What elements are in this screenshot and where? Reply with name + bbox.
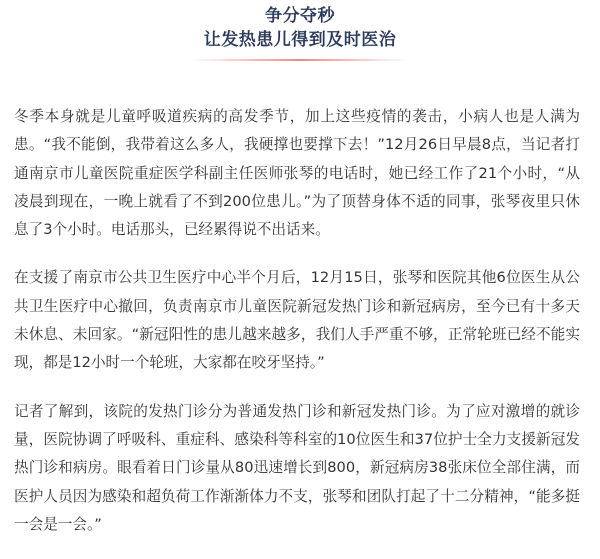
text-line: 一会是一会。” bbox=[14, 515, 102, 533]
paragraph-2 bbox=[14, 264, 580, 377]
paragraph-1 bbox=[14, 103, 580, 244]
title-line-1: 争分夺秒 bbox=[265, 6, 335, 26]
title-divider bbox=[190, 59, 410, 61]
text-line: 凌晨到现在，一晚上就看了不到200位患儿。”为了顶替身体不适的同事，张琴夜里只休 bbox=[14, 192, 580, 210]
text-line: 量，医院协调了呼吸科、重症科、感染科等科室的10位医生和37位护士全力支援新冠发 bbox=[14, 430, 580, 448]
text-line: 在支援了南京市公共卫生医疗中心半个月后，12月15日，张琴和医院其他6位医生从公 bbox=[14, 269, 580, 287]
text-line: 现，都是12小时一个轮班，大家都在咬牙坚持。” bbox=[14, 354, 325, 372]
text-line: 未休息、未回家。“新冠阳性的患儿越来越多，我们人手严重不够，正常轮班已经不能实 bbox=[14, 326, 580, 344]
paragraph-3 bbox=[14, 398, 580, 539]
text-line: 通南京市儿童医院重症医学科副主任医师张琴的电话时，她已经工作了21个小时，“从 bbox=[14, 164, 580, 182]
text-line: 热门诊和病房。眼看着日门诊量从80迅速增长到800，新冠病房38张床位全部住满，而 bbox=[14, 459, 580, 477]
article-title bbox=[0, 4, 600, 52]
text-line: 记者了解到，该院的发热门诊分为普通发热门诊和新冠发热门诊。为了应对激增的就诊 bbox=[14, 402, 580, 420]
text-line: 医护人员因为感染和超负荷工作渐渐体力不支，张琴和团队打起了十二分精神，“能多挺 bbox=[14, 487, 580, 505]
title-line-2: 让发热患儿得到及时医治 bbox=[203, 30, 397, 50]
text-line: 共卫生医疗中心撤回，负责南京市儿童医院新冠发热门诊和新冠病房，至今已有十多天 bbox=[14, 297, 580, 315]
text-line: 患。“我不能倒，我带着这么多人，我硬撑也要撑下去！”12月26日早晨8点，当记者打 bbox=[14, 136, 580, 154]
article-body bbox=[14, 103, 580, 559]
text-line: 息了3个小时。电话那头，已经累得说不出话来。 bbox=[14, 221, 330, 239]
text-line: 冬季本身就是儿童呼吸道疾病的高发季节，加上这些疫情的袭击，小病人也是人满为 bbox=[14, 108, 580, 125]
